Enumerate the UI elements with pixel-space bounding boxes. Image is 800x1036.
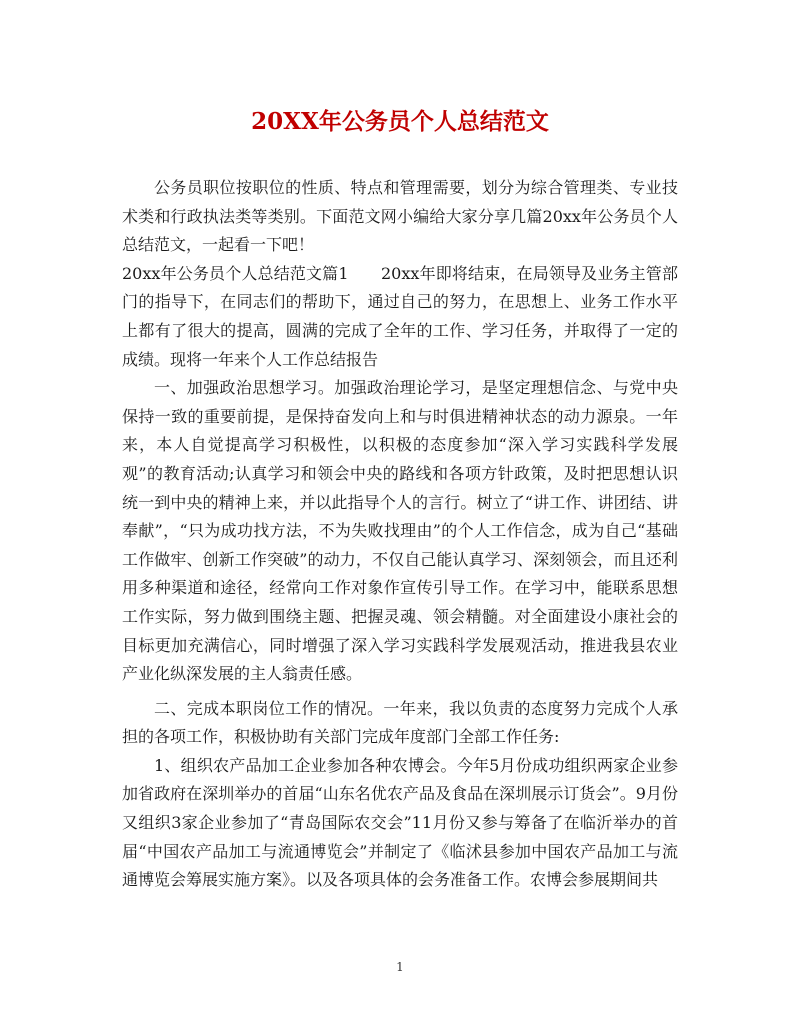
paragraph-expo-organization: 1、组织农产品加工企业参加各种农博会。今年5月份成功组织两家企业参加省政府在深圳举办的首届“山东名优农产品及食品在深圳展示订货会”。9月份又组织3家企业参加了“青岛国际农交会”11月份又参与筹备了在临沂举办的首届“中国农产品加工与流通博览会”并制定了《临沭县参加中国农产品加工与流通博览会筹展实施方案》。以及各项具体的会务准备工作。农博会参展期间共 (122, 755, 678, 890)
paragraph-intro: 公务员职位按职位的性质、特点和管理需要，划分为综合管理类、专业技术类和行政执法类等类别。下面范文网小编给大家分享几篇20xx年公务员个人总结范文，一起看一下吧！ (122, 178, 678, 255)
paragraph-section-1: 20xx年公务员个人总结范文篇1 20xx年即将结束，在局领导及业务主管部门的指导下，在同志们的帮助下，通过自己的努力，在思想上、业务工作水平上都有了很大的提高，圆满的完成了全年的工作、学习任务，并取得了一定的成绩。现将一年来个人工作总结报告 (122, 263, 678, 369)
document-body (122, 174, 678, 895)
page-number: 1 (396, 960, 404, 974)
paragraph-job-duties: 二、完成本职岗位工作的情况。一年来，我以负责的态度努力完成个人承担的各项工作，积极协助有关部门完成年度部门全部工作任务: (122, 698, 678, 747)
paragraph-political-study: 一、加强政治思想学习。加强政治理论学习，是坚定理想信念、与党中央保持一致的重要前提，是保持奋发向上和与时俱进精神状态的动力源泉。一年来，本人自觉提高学习积极性，以积极的态度参加“深入学习实践科学发展观”的教育活动;认真学习和领会中央的路线和各项方针政策，及时把思想认识统一到中央的精神上来，并以此指导个人的言行。树立了“讲工作、讲团结、讲奉献”，“只为成功找方法，不为失败找理由”的个人工作信念，成为自己“基础工作做牢、创新工作突破”的动力，不仅自己能认真学习、深刻领会，而且还利用多种渠道和途径，经常向工作对象作宣传引导工作。在学习中，能联系思想工作实际，努力做到围绕主题、把握灵魂、领会精髓。对全面建设小康社会的目标更加充满信心，同时增强了深入学习实践科学发展观活动，推进我县农业产业化纵深发展的主人翁责任感。 (122, 378, 678, 684)
document-title: 20XX年公务员个人总结范文 (251, 108, 549, 135)
